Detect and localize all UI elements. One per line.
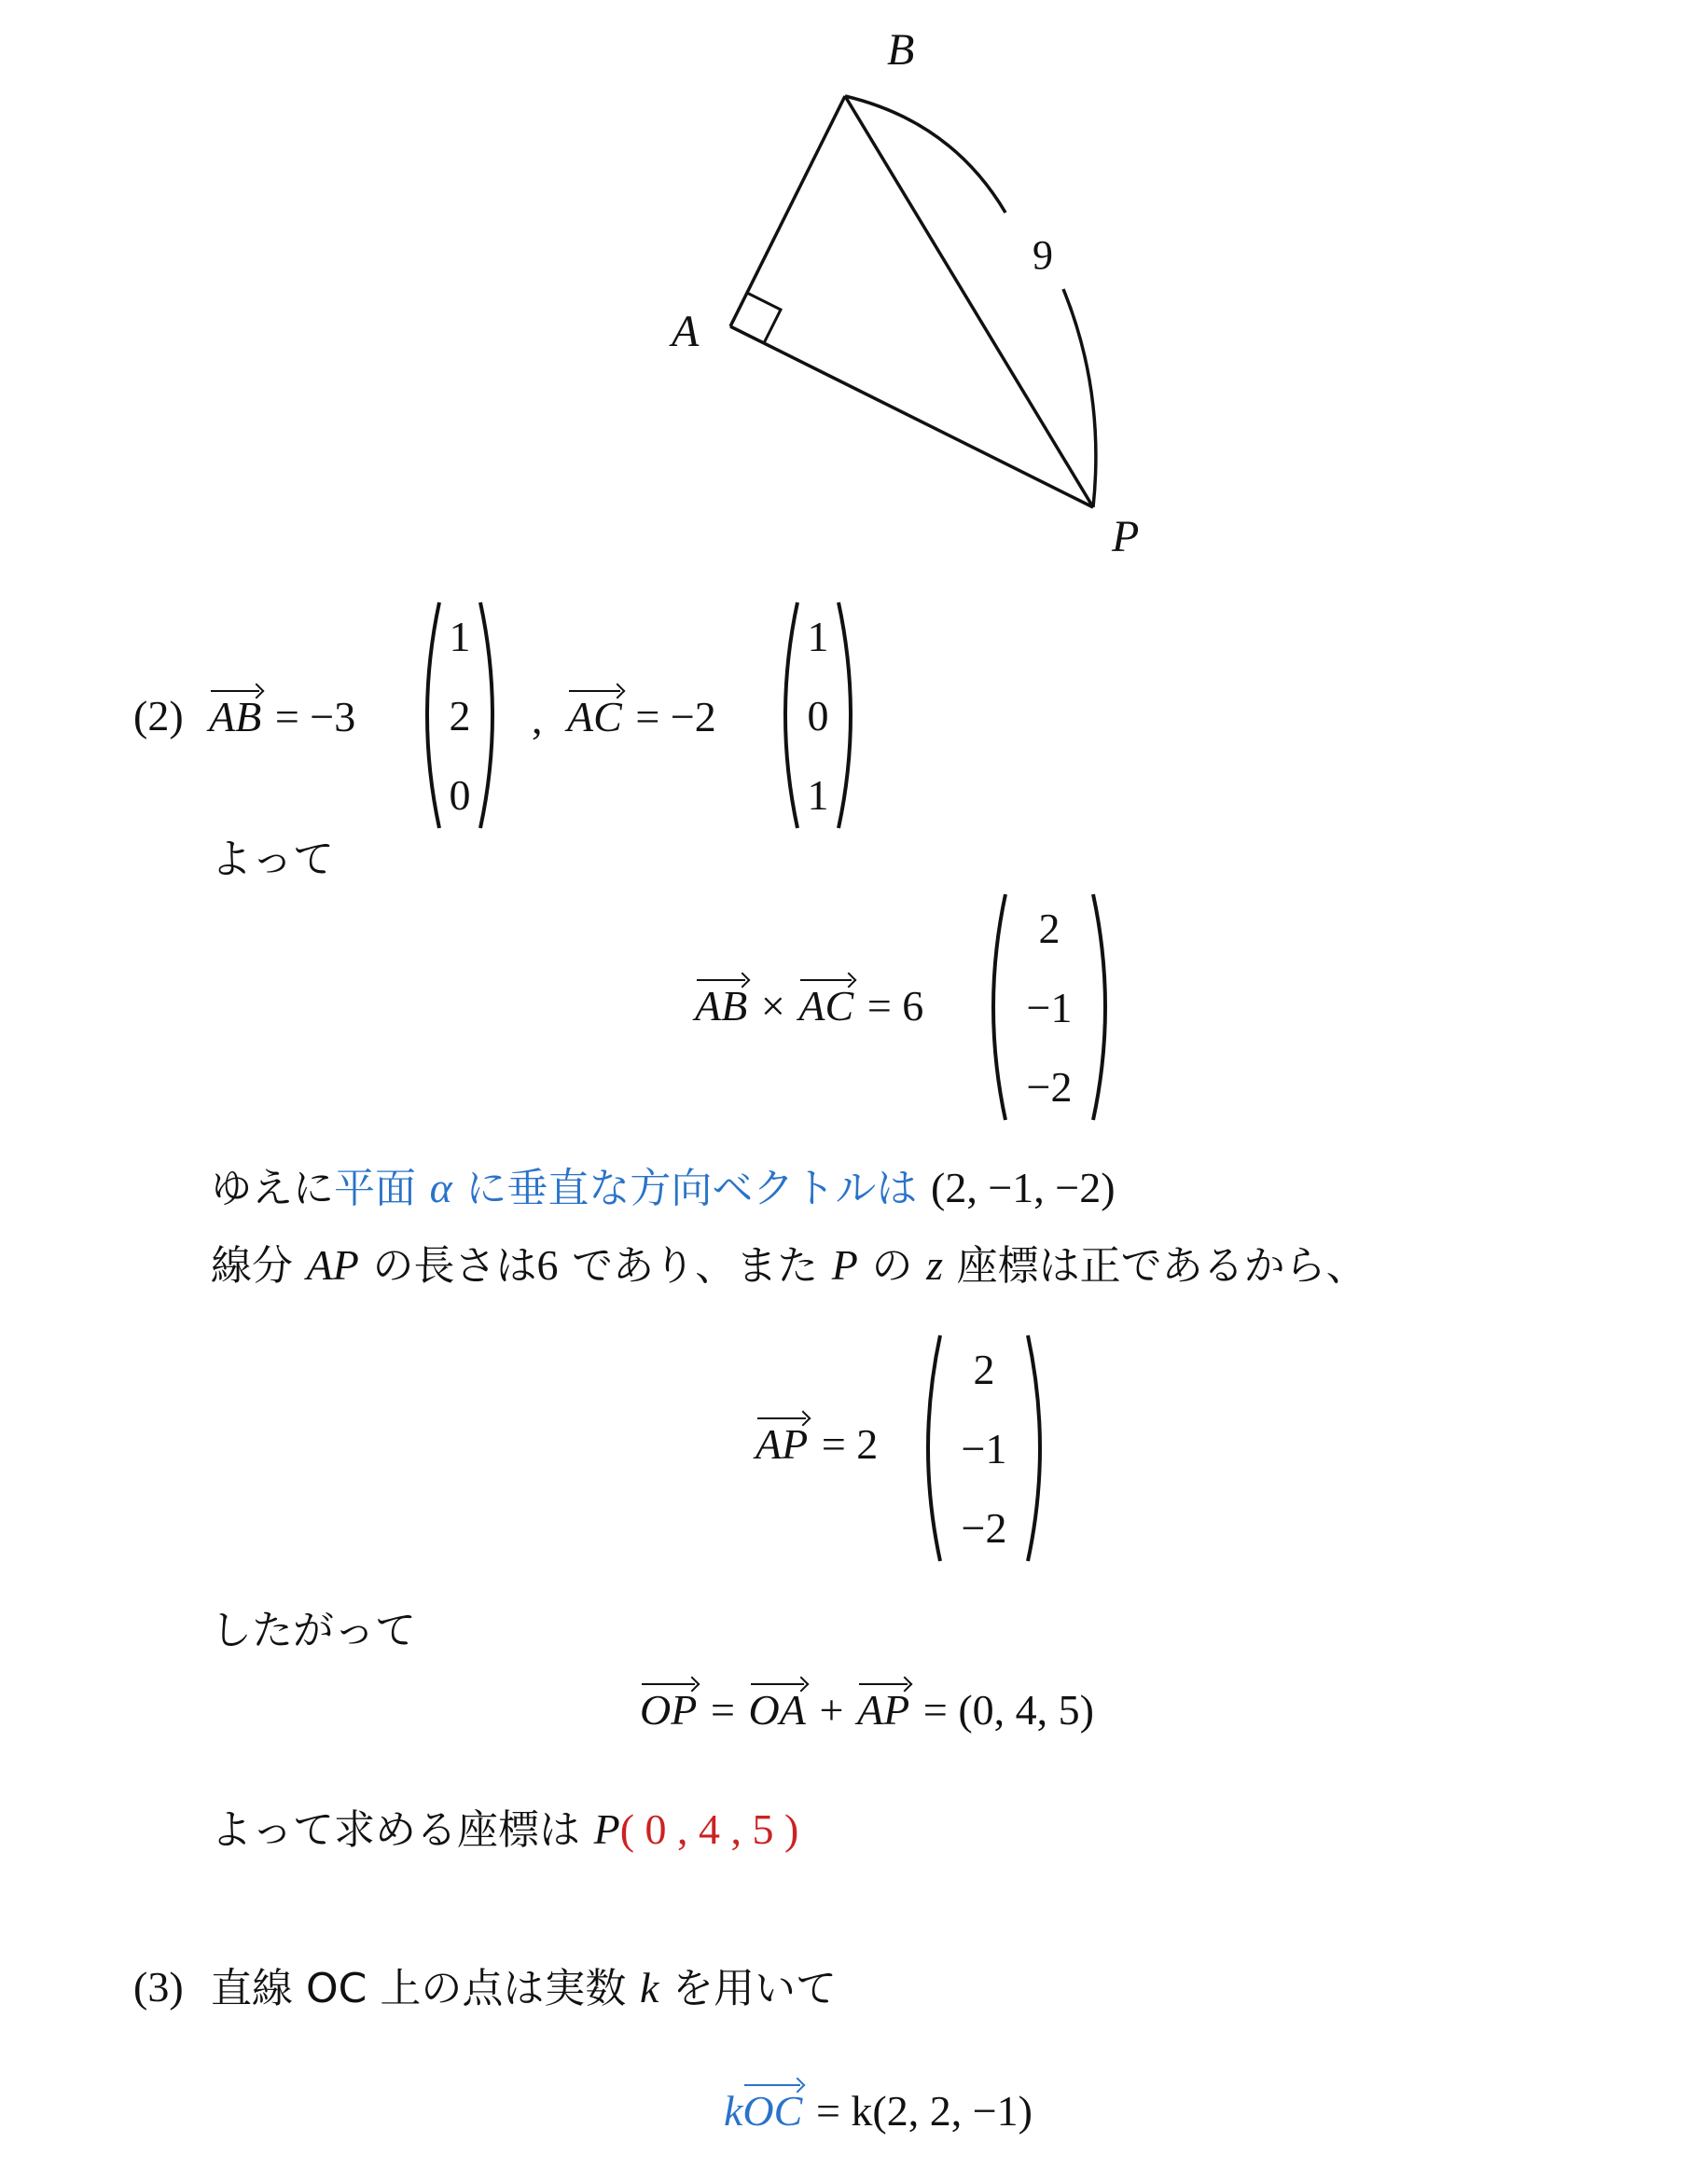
arc-bp-lower — [1063, 289, 1096, 507]
part3-k: k — [639, 1964, 659, 2011]
part2-number: (2) — [133, 692, 184, 740]
ab-vector-eq — [209, 695, 355, 739]
vec-oa: OA — [748, 1686, 806, 1734]
ac-matrix-r3: 1 — [807, 771, 829, 819]
cross-matrix — [989, 891, 1110, 1124]
op-equation — [640, 1688, 1094, 1732]
answer-line — [211, 1805, 799, 1854]
ac-matrix — [781, 599, 855, 832]
normal-blue-1: 平面 — [334, 1165, 416, 1212]
label-p: P — [1112, 512, 1140, 561]
ab-matrix-r1: 1 — [449, 613, 471, 660]
ap-vector-eq — [755, 1422, 878, 1466]
normal-prefix: ゆえに — [211, 1165, 334, 1212]
seg-text-4: の — [871, 1242, 913, 1290]
koc-equation — [724, 2089, 1033, 2133]
vec-ac: AC — [567, 693, 622, 740]
arc-bp-upper — [845, 96, 1005, 213]
ab-matrix-r3: 0 — [449, 771, 471, 819]
ab-coef: = −3 — [274, 693, 356, 740]
answer-value: ( 0 , 4 , 5 ) — [619, 1805, 799, 1853]
ac-matrix-r1: 1 — [807, 613, 829, 660]
cross-matrix-r1: 2 — [1038, 905, 1060, 952]
vec-oc: OC — [742, 2087, 803, 2135]
seg-p: P — [831, 1241, 858, 1289]
part3-text-2: を用いて — [672, 1965, 837, 2012]
seg-text-2: の長さは — [372, 1242, 537, 1290]
ap-coef: = 2 — [821, 1420, 879, 1468]
segment-ab — [730, 96, 845, 326]
vec-ab: AB — [209, 693, 262, 740]
cross-matrix-r2: −1 — [1026, 984, 1073, 1031]
koc-rhs: = k(2, 2, −1) — [815, 2087, 1033, 2135]
seg-z: z — [926, 1241, 943, 1289]
normal-vector-line — [211, 1164, 1116, 1212]
part3-text-1: 直線 OC 上の点は実数 — [211, 1965, 627, 2012]
ab-matrix — [423, 599, 497, 832]
vec-op: OP — [640, 1686, 698, 1734]
ab-matrix-r2: 2 — [449, 692, 471, 740]
cross-matrix-r3: −2 — [1026, 1063, 1073, 1111]
answer-p: P — [593, 1805, 620, 1853]
vec-ap: AP — [755, 1420, 809, 1468]
triangle-figure — [0, 0, 1705, 578]
normal-value: (2, −1, −2) — [931, 1164, 1116, 1211]
ap-matrix — [923, 1332, 1045, 1565]
text-yotte: よって — [211, 836, 334, 883]
seg-text-5: 座標は正であるから、 — [956, 1242, 1367, 1290]
ac-coef: = −2 — [635, 693, 716, 740]
part3-number: (3) — [133, 1963, 184, 2011]
comma: , — [532, 695, 543, 742]
seg-text-3: であり、また — [572, 1242, 819, 1290]
arc-length-label: 9 — [1033, 232, 1053, 278]
normal-blue-2: に垂直な方向ベクトルは — [465, 1165, 918, 1212]
alpha-symbol: α — [429, 1164, 452, 1211]
plus-sign: + — [819, 1686, 844, 1734]
segment-line — [211, 1241, 1367, 1290]
ap-matrix-r3: −2 — [961, 1504, 1007, 1552]
ac-vector-eq — [567, 695, 716, 739]
label-a: A — [672, 307, 700, 356]
part3-text — [211, 1966, 837, 2010]
ap-matrix-r2: −1 — [961, 1425, 1007, 1472]
ac-matrix-r2: 0 — [807, 692, 829, 740]
vec-ap-2: AP — [857, 1686, 910, 1734]
label-b: B — [887, 25, 915, 75]
answer-text: よって求める座標は — [211, 1806, 580, 1854]
seg-text-1: 線分 — [211, 1242, 293, 1290]
cross-op: × — [760, 982, 785, 1030]
text-shitagatte: したがって — [211, 1607, 416, 1654]
vec-ac-cross: AC — [798, 982, 854, 1030]
op-eq-1: = — [710, 1686, 735, 1734]
seg-six: 6 — [536, 1241, 559, 1289]
koc-k: k — [724, 2087, 743, 2135]
op-result: = (0, 4, 5) — [922, 1686, 1094, 1734]
vec-ab-cross: AB — [695, 982, 748, 1030]
ap-matrix-r1: 2 — [973, 1346, 995, 1393]
seg-ap: AP — [306, 1241, 359, 1289]
cross-coef: = 6 — [866, 982, 924, 1030]
cross-product-eq — [695, 984, 923, 1028]
